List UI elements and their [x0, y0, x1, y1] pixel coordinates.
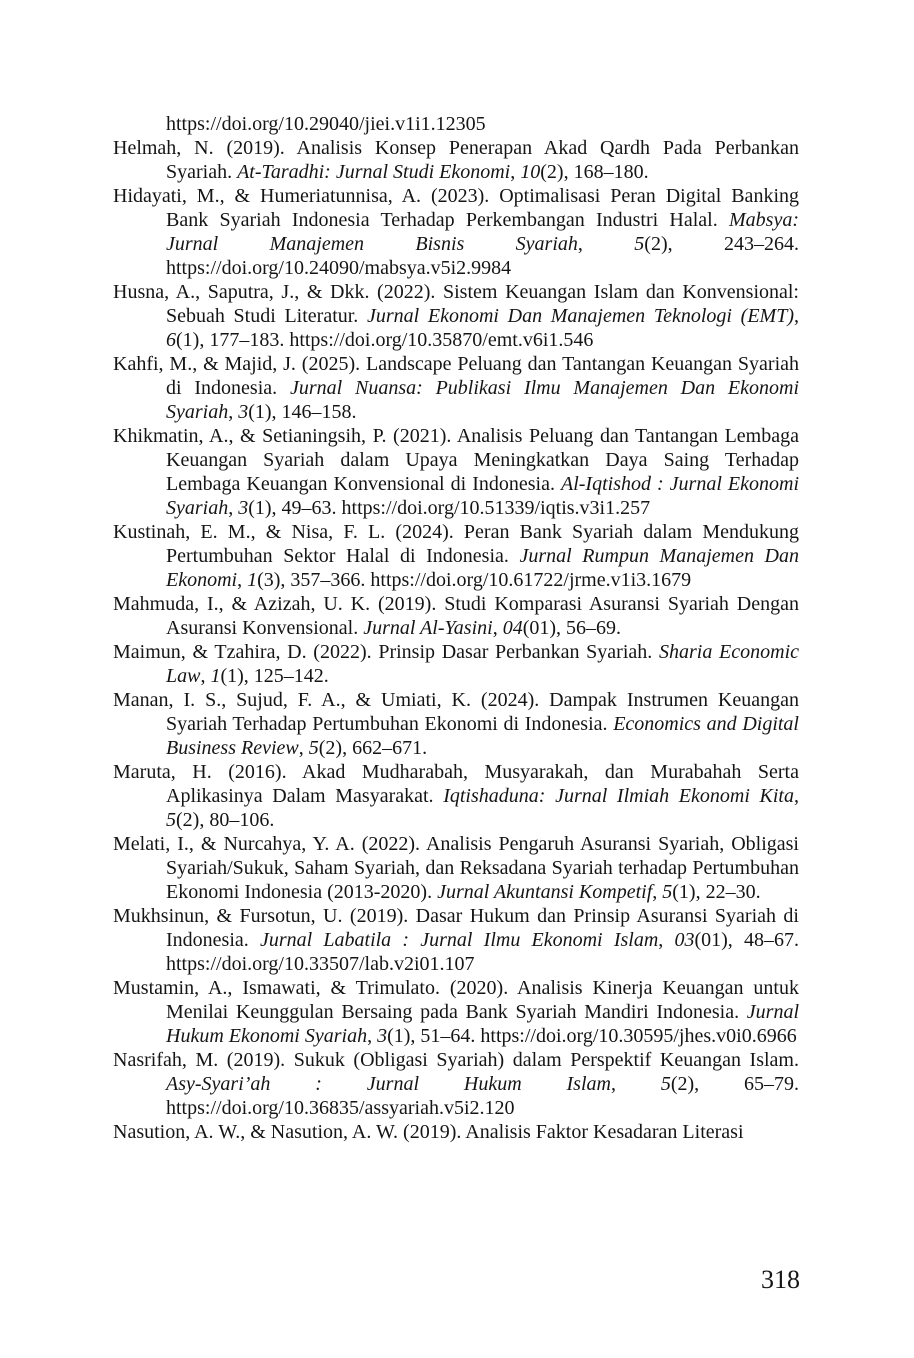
reference-entry [113, 1048, 799, 1120]
reference-text: Kustinah, E. M., & Nisa, F. L. (2024). Peran Bank Syariah dalam Mendukung Pertumbuhan Sektor Halal di Indonesia. [113, 521, 799, 567]
journal-title: Jurnal Labatila : Jurnal Ilmu Ekonomi Islam [259, 929, 659, 951]
reference-text: (1), 22–30. [672, 881, 761, 903]
reference-text: (1), 146–158. [248, 401, 357, 423]
references-list [113, 112, 799, 1144]
reference-text: Hidayati, M., & Humeriatunnisa, A. (2023). Optimalisasi Peran Digital Banking Bank Syariah Indonesia Terhadap Perkembangan Industri Halal. [113, 185, 799, 231]
journal-title: Asy-Syari’ah : Jurnal Hukum Islam [166, 1073, 611, 1095]
reference-entry [113, 640, 799, 688]
reference-text: Mukhsinun, & Fursotun, U. (2019). Dasar Hukum dan Prinsip Asuransi Syariah di Indonesia. [113, 905, 799, 951]
reference-text: https://doi.org/10.29040/jiei.v1i1.12305 [166, 113, 486, 135]
reference-text: Kahfi, M., & Majid, J. (2025). Landscape Peluang dan Tantangan Keuangan Syariah di Indonesia. [113, 353, 799, 399]
journal-title: 5 [662, 881, 673, 903]
reference-text: , [228, 401, 239, 423]
reference-text: (1), 125–142. [220, 665, 329, 687]
reference-text: (1), 49–63. https://doi.org/10.51339/iqtis.v3i1.257 [248, 497, 651, 519]
reference-text: Helmah, N. (2019). Analisis Konsep Penerapan Akad Qardh Pada Perbankan Syariah. [113, 137, 799, 183]
reference-entry [113, 592, 799, 640]
reference-entry [113, 136, 799, 184]
reference-text: (2), 243–264. https://doi.org/10.24090/mabsya.v5i2.9984 [166, 233, 800, 279]
reference-text: Nasrifah, M. (2019). Sukuk (Obligasi Syariah) dalam Perspektif Keuangan Islam. [113, 1049, 799, 1071]
journal-title: Jurnal Akuntansi Kompetif [437, 881, 653, 903]
journal-title: 03 [674, 929, 695, 951]
journal-title: 5 [634, 233, 645, 255]
journal-title: Jurnal Hukum Ekonomi Syariah [166, 1001, 799, 1047]
reference-text: (01), 48–67. https://doi.org/10.33507/lab.v2i01.107 [166, 929, 799, 975]
journal-title: 3 [377, 1025, 388, 1047]
reference-text: Maimun, & Tzahira, D. (2022). Prinsip Dasar Perbankan Syariah. [113, 641, 659, 663]
journal-title: 04 [502, 617, 523, 639]
reference-text: Khikmatin, A., & Setianingsih, P. (2021). Analisis Peluang dan Tantangan Lembaga Keuangan Syariah dalam Upaya Meningkatkan Daya Saing Terhadap Lembaga Keuangan Konvensional di Indonesia. [113, 425, 799, 495]
reference-entry [113, 760, 799, 832]
reference-entry [113, 832, 799, 904]
reference-text: (2), 65–79. https://doi.org/10.36835/assyariah.v5i2.120 [166, 1073, 800, 1119]
reference-entry [113, 424, 799, 520]
reference-text: (2), 168–180. [540, 161, 649, 183]
journal-title: 5 [308, 737, 319, 759]
reference-entry [113, 976, 799, 1048]
reference-text: Maruta, H. (2016). Akad Mudharabah, Musyarakah, dan Murabahah Serta Aplikasinya Dalam Masyarakat. [113, 761, 799, 807]
reference-entry [113, 904, 799, 976]
reference-text: (3), 357–366. https://doi.org/10.61722/jrme.v1i3.1679 [257, 569, 692, 591]
journal-title: Mabsya: Jurnal Manajemen Bisnis Syariah [166, 209, 799, 255]
journal-title: At-Taradhi: Jurnal Studi Ekonomi [237, 161, 511, 183]
journal-title: Economics and Digital Business Review [166, 713, 799, 759]
reference-text: (2), 662–671. [318, 737, 428, 759]
reference-text: , [793, 305, 799, 327]
reference-text: Mahmuda, I., & Azizah, U. K. (2019). Studi Komparasi Asuransi Syariah Dengan Asuransi Konvensional. [113, 593, 799, 639]
page-number: 318 [761, 1265, 800, 1294]
journal-title: Al-Iqtishod : Jurnal Ekonomi Syariah [166, 473, 799, 519]
reference-text: Melati, I., & Nurcahya, Y. A. (2022). Analisis Pengaruh Asuransi Syariah, Obligasi Syariah/Sukuk, Saham Syariah, dan Reksadana Syariah terhadap Pertumbuhan Ekonomi Indonesia (2013-2020). [113, 833, 799, 903]
reference-text: , [367, 1025, 378, 1047]
reference-text: , [298, 737, 309, 759]
journal-title: 10 [520, 161, 541, 183]
journal-title: 3 [238, 401, 249, 423]
journal-title: Jurnal Nuansa: Publikasi Ilmu Manajemen Dan Ekonomi Syariah [166, 377, 799, 423]
journal-title: 5 [660, 1073, 671, 1095]
journal-title: Sharia Economic Law [166, 641, 800, 687]
reference-entry [113, 184, 799, 280]
reference-text: (2), 80–106. [176, 809, 275, 831]
reference-text: (01), 56–69. [522, 617, 622, 639]
reference-entry [113, 280, 799, 352]
journal-title: 3 [238, 497, 249, 519]
reference-text: Manan, I. S., Sujud, F. A., & Umiati, K. (2024). Dampak Instrumen Keuangan Syariah Terhadap Pertumbuhan Ekonomi di Indonesia. [113, 689, 799, 735]
journal-title: 5 [166, 809, 176, 831]
reference-text: , [237, 569, 248, 591]
journal-title: 6 [166, 329, 176, 351]
journal-title: Jurnal Rumpun Manajemen Dan Ekonomi [166, 545, 799, 591]
journal-title: 1 [247, 569, 258, 591]
reference-text: , [652, 881, 663, 903]
reference-text: Nasution, A. W., & Nasution, A. W. (2019). Analisis Faktor Kesadaran Literasi [113, 1121, 744, 1143]
reference-entry [113, 520, 799, 592]
journal-title: Jurnal Ekonomi Dan Manajemen Teknologi (EMT) [366, 305, 794, 327]
reference-text: , [510, 161, 521, 183]
reference-text: , [658, 929, 675, 951]
reference-text: , [492, 617, 503, 639]
journal-title: 1 [210, 665, 221, 687]
reference-text: , [577, 233, 635, 255]
reference-text: , [610, 1073, 661, 1095]
reference-entry [113, 688, 799, 760]
reference-entry [113, 1120, 799, 1144]
journal-title: Jurnal Al-Yasini [363, 617, 493, 639]
journal-title: Iqtishaduna: Jurnal Ilmiah Ekonomi Kita [443, 785, 794, 807]
reference-text: Mustamin, A., Ismawati, & Trimulato. (2020). Analisis Kinerja Keuangan untuk Menilai Keunggulan Bersaing pada Bank Syariah Mandiri Indonesia. [113, 977, 799, 1023]
reference-text: , [200, 665, 211, 687]
reference-text: Husna, A., Saputra, J., & Dkk. (2022). Sistem Keuangan Islam dan Konvensional: Sebuah Studi Literatur. [113, 281, 799, 327]
reference-text: (1), 51–64. https://doi.org/10.30595/jhes.v0i0.6966 [387, 1025, 797, 1047]
reference-text: , [228, 497, 239, 519]
reference-text: (1), 177–183. https://doi.org/10.35870/emt.v6i1.546 [176, 329, 594, 351]
reference-continuation [113, 112, 799, 136]
reference-entry [113, 352, 799, 424]
reference-text: , [794, 785, 799, 807]
